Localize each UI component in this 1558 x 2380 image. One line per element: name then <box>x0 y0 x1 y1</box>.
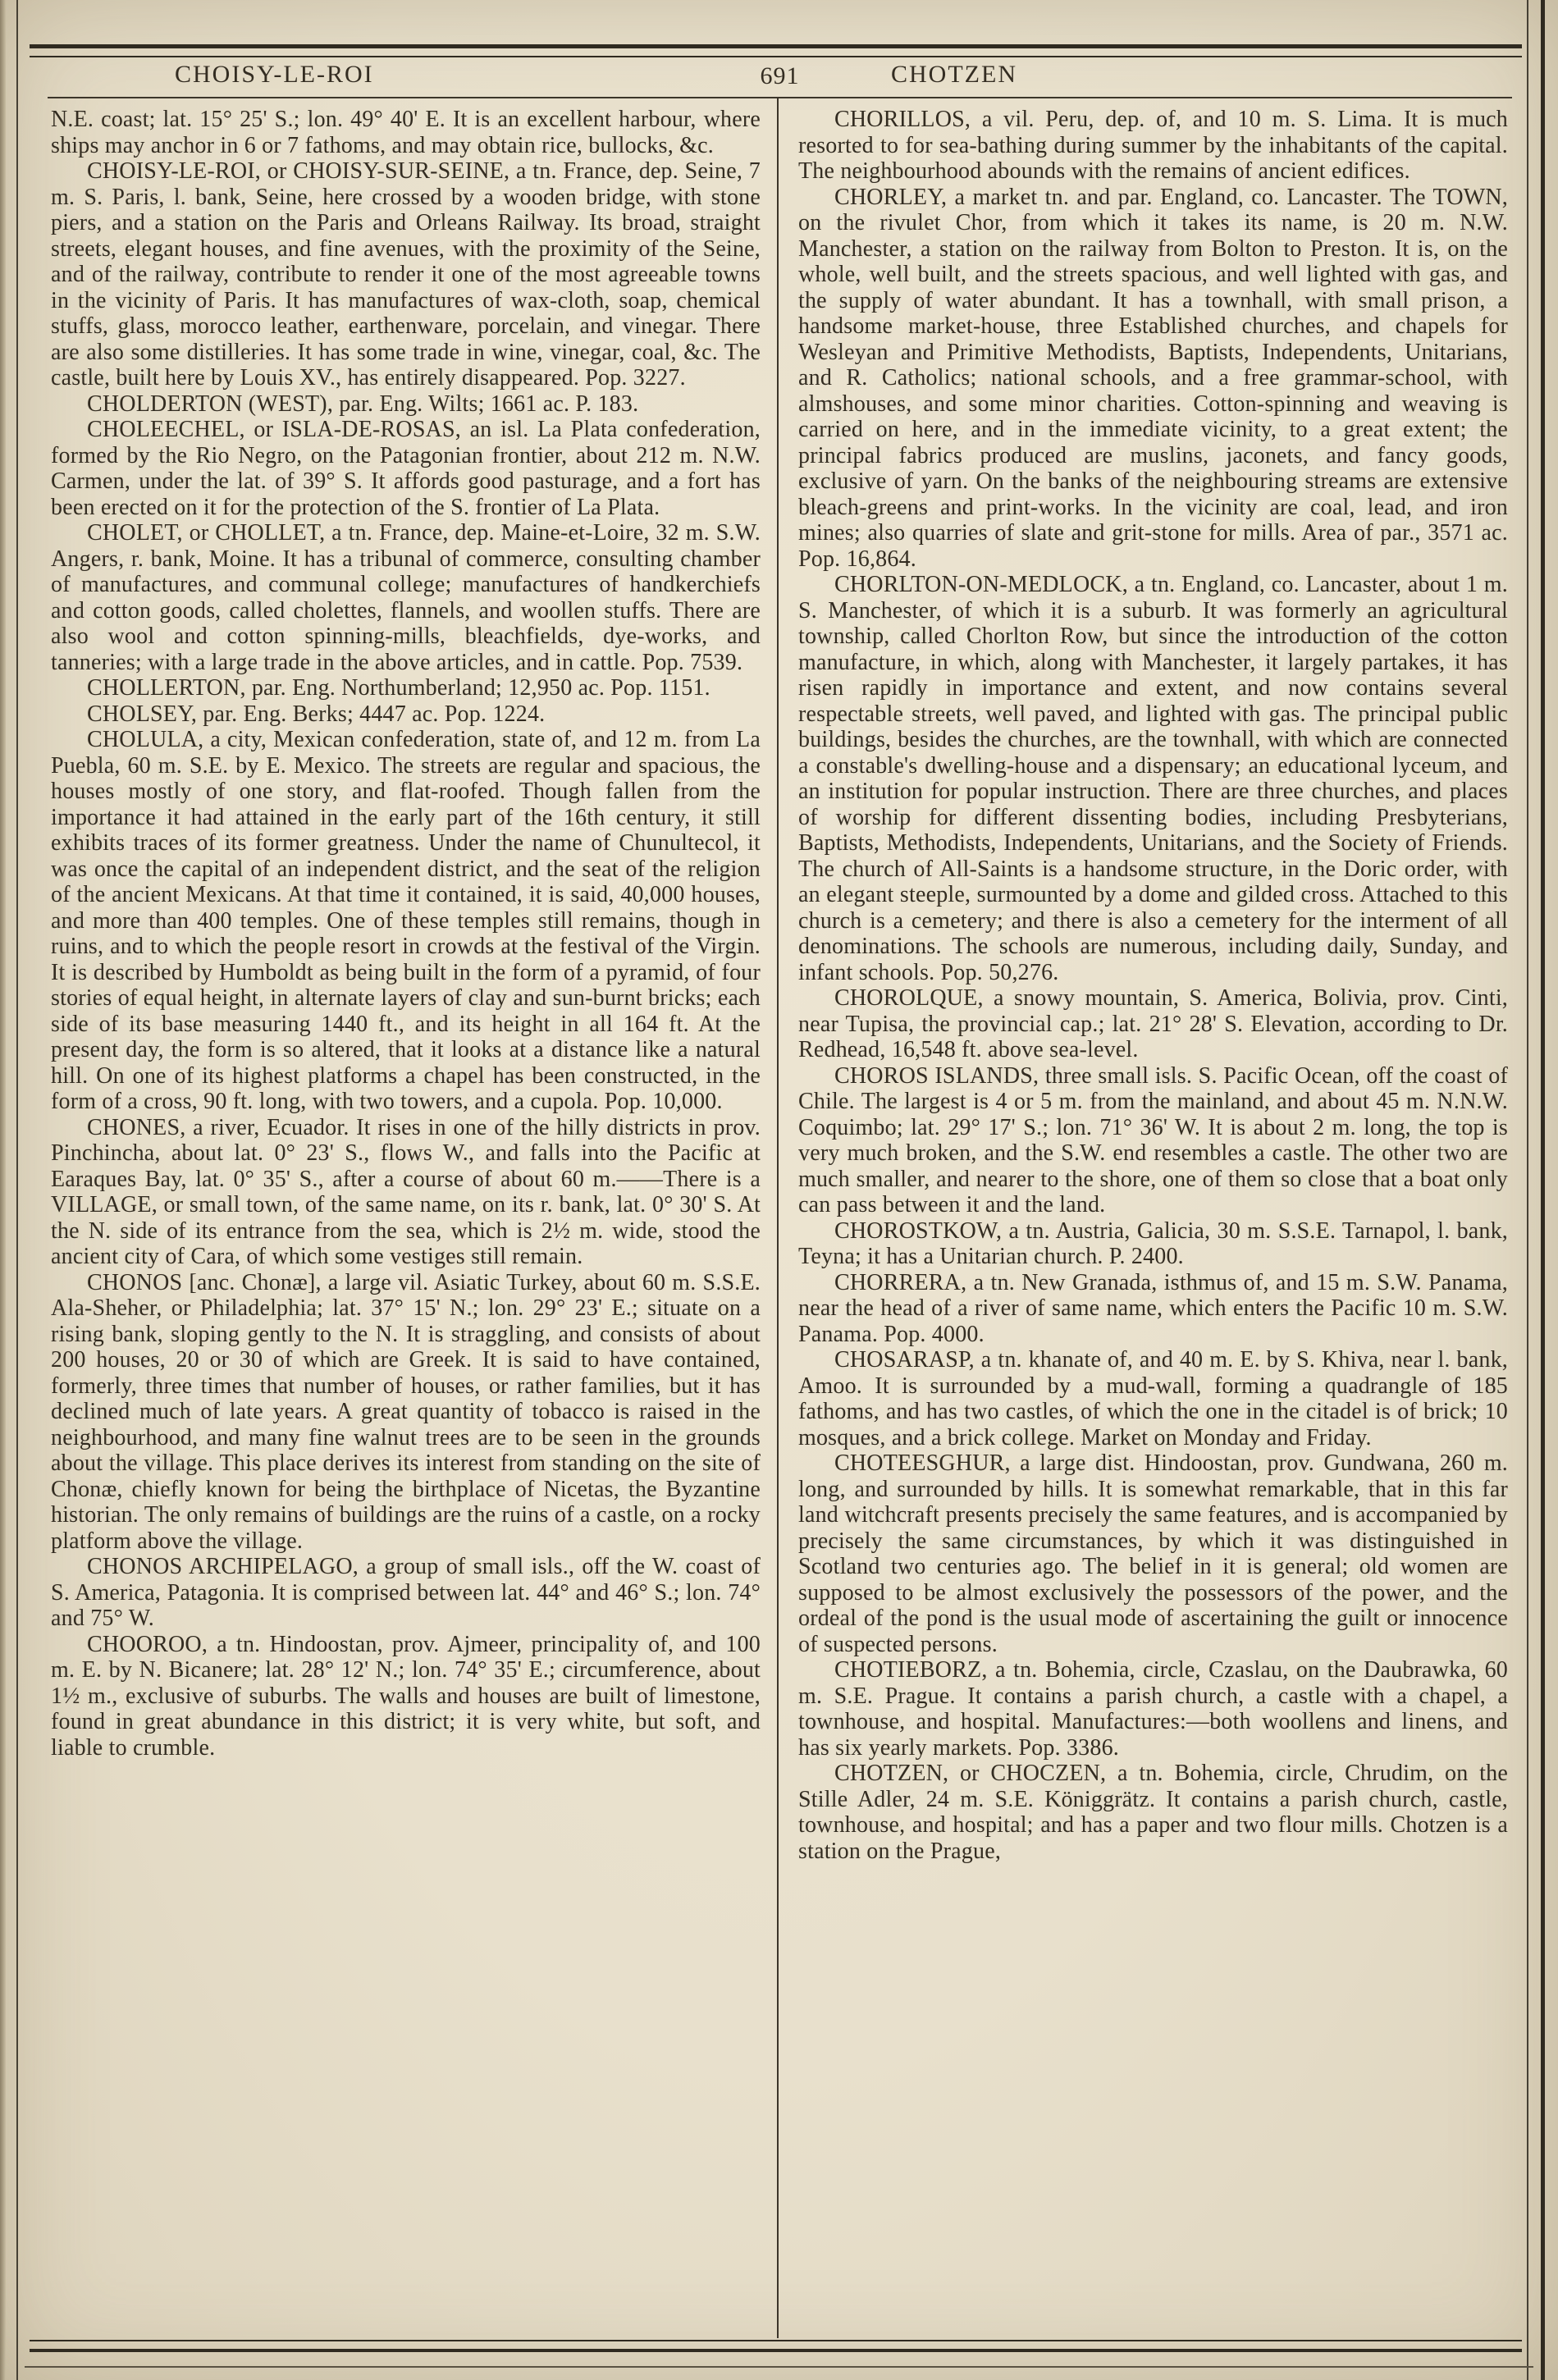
entry-paragraph: CHOLLERTON, par. Eng. Northumberland; 12,950 ac. Pop. 1151. <box>87 675 710 701</box>
entry-paragraph: CHOTZEN, or CHOCZEN, a tn. Bohemia, circle, Chrudim, on the Stille Adler, 24 m. S.E. Königgrätz. It contains a parish church, castle, townhouse, and hospital; and has a paper and two flour mills. Chotzen is a station on the Prague, <box>798 1761 1508 1864</box>
running-head-left-title: CHOISY-LE-ROI <box>175 61 374 88</box>
top-double-rule <box>30 44 1522 57</box>
entry-paragraph: CHOLDERTON (WEST), par. Eng. Wilts; 1661 ac. P. 183. <box>87 391 639 417</box>
entry-paragraph: CHOLEECHEL, or ISLA-DE-ROSAS, an isl. La Plata confederation, formed by the Rio Negro, on the Patagonian frontier, about 212 m. N.W. Carmen, under the lat. of 39° S. It affords good pasturage, and a fort has been erected on it for the protection of the S. frontier of La Plata. <box>51 417 761 520</box>
entry-paragraph: CHONOS ARCHIPELAGO, a group of small isls., off the W. coast of S. America, Patagonia. It is comprised between lat. 44° and 46° S.; lon. 74° and 75° W. <box>51 1554 761 1631</box>
scan-left-edge <box>0 0 6 2380</box>
bottom-edge-line <box>25 2366 1533 2368</box>
right-frame-line-outer <box>1541 0 1545 2380</box>
left-frame-line <box>16 0 18 2380</box>
entry-paragraph: CHORLTON-ON-MEDLOCK, a tn. England, co. Lancaster, about 1 m. S. Manchester, of which it is a suburb. It was formerly an agricultural township, called Chorlton Row, but since the introduction of the cotton manufacture, in which, along with Manchester, it largely partakes, it has risen rapidly in importance and extent, and now contains several respectable streets, well paved, and lighted with gas. The principal public buildings, besides the churches, are the townhall, with which are connected a constable's dwelling-house and a dispensary; an educational lyceum, and an institution for popular instruction. There are three churches, and places of worship for different dissenting bodies, including Presbyterians, Baptists, Methodists, Independents, Unitarians, and the Society of Friends. The church of All-Saints is a handsome structure, in the Doric order, with an elegant steeple, surmounted by a dome and gilded cross. Attached to this church is a cemetery; and there is also a cemetery for the interment of all denominations. The schools are numerous, including daily, Sunday, and infant schools. Pop. 50,276. <box>798 572 1508 985</box>
text-columns <box>51 107 1508 2335</box>
entry-paragraph: CHORRERA, a tn. New Granada, isthmus of, and 15 m. S.W. Panama, near the head of a river of same name, which enters the Pacific 10 m. S.W. Panama. Pop. 4000. <box>798 1269 1508 1347</box>
entry-paragraph: CHORLEY, a market tn. and par. England, co. Lancaster. The TOWN, on the rivulet Chor, from which it takes its name, is 20 m. N.W. Manchester, a station on the railway from Bolton to Preston. It is, on the whole, well built, and the streets spacious, and well lighted with gas, and the supply of water abundant. It has a townhall, with small prison, a handsome market-house, three Established churches, and chapels for Wesleyan and Primitive Methodists, Baptists, Independents, Unitarians, and R. Catholics; national schools, and a free grammar-school, with almshouses, and some minor charities. Cotton-spinning and weaving is carried on here, and in the immediate vicinity, to a great extent; the principal fabrics produced are muslins, jaconets, and fancy goods, exclusive of yarn. On the banks of the neighbouring streams are extensive bleach-greens and print-works. In the vicinity are coal, lead, and iron mines; also quarries of slate and grit-stone for mills. Area of par., 3571 ac. Pop. 16,864. <box>798 184 1508 572</box>
entry-paragraph: CHONOS [anc. Chonæ], a large vil. Asiatic Turkey, about 60 m. S.S.E. Ala-Sheher, or Philadelphia; lat. 37° 15' N.; lon. 29° 23' E.; situate on a rising bank, sloping gently to the N. It is straggling, and consists of about 200 houses, 20 or 30 of which are Greek. It is said to have contained, formerly, three times that number of houses, or rather families, but it has declined much of late years. A great quantity of tobacco is raised in the neighbourhood, and many fine walnut trees are to be seen in the grounds about the village. This place derives its interest from standing on the site of Chonæ, chiefly known for being the birthplace of Nicetas, the Byzantine historian. The only remains of buildings are the ruins of a castle, on a rocky platform above the village. <box>51 1269 761 1554</box>
right-frame-line-inner <box>1527 0 1528 2380</box>
entry-paragraph: CHOSARASP, a tn. khanate of, and 40 m. E. by S. Khiva, near l. bank, Amoo. It is surrounded by a mud-wall, forming a quadrangle of 185 fathoms, and has two castles, of which the one in the citadel is of brick; 10 mosques, and a brick college. Market on Monday and Friday. <box>798 1347 1508 1450</box>
entry-paragraph: CHOROS ISLANDS, three small isls. S. Pacific Ocean, off the coast of Chile. The largest is 4 or 5 m. from the mainland, and about 45 m. N.N.W. Coquimbo; lat. 29° 17' S.; lon. 71° 36' W. It is about 2 m. long, the top is very much broken, and the S.W. end resembles a castle. The other two are much smaller, and nearer to the shore, one of them so close that a boat only can pass between it and the land. <box>798 1062 1508 1217</box>
header-rule <box>48 97 1512 98</box>
entry-paragraph: CHOROLQUE, a snowy mountain, S. America, Bolivia, prov. Cinti, near Tupisa, the provincial cap.; lat. 21° 28' S. Elevation, according to Dr. Redhead, 16,548 ft. above sea-level. <box>798 985 1508 1062</box>
bottom-double-rule <box>30 2340 1522 2352</box>
entry-paragraph: CHOLULA, a city, Mexican confederation, state of, and 12 m. from La Puebla, 60 m. S.E. by E. Mexico. The streets are regular and spacious, the houses mostly of one story, and flat-roofed. Though fallen from the importance it had attained in the early part of the 16th century, it still exhibits traces of its former greatness. Under the name of Chunultecol, it was once the capital of an independent district, and the seat of the religion of the ancient Mexicans. At that time it contained, it is said, 40,000 houses, and more than 400 temples. One of these temples still remains, though in ruins, and to which the people resort in crowds at the festival of the Virgin. It is described by Humboldt as being built in the form of a pyramid, of four stories of equal height, in alternate layers of clay and sun-burnt bricks; each side of its base measuring 1440 ft., and its height in all 164 ft. At the present day, the form is so altered, that it looks at a distance like a natural hill. On one of its highest platforms a chapel has been constructed, in the form of a cross, 90 ft. long, with two towers, and a cupola. Pop. 10,000. <box>51 727 761 1114</box>
entry-paragraph: CHOISY-LE-ROI, or CHOISY-SUR-SEINE, a tn. France, dep. Seine, 7 m. S. Paris, l. bank, Seine, here crossed by a wooden bridge, with stone piers, and a station on the Paris and Orleans Railway. Its broad, straight streets, elegant houses, and fine avenues, with the proximity of the Seine, and of the railway, contribute to render it one of the most agreeable towns in the vicinity of Paris. It has manufactures of wax-cloth, soap, chemical stuffs, glass, morocco leather, earthenware, porcelain, and vinegar. There are also some distilleries. It has some trade in wine, vinegar, coal, &c. The castle, built here by Louis XV., has entirely disappeared. Pop. 3227. <box>51 158 761 391</box>
column-right <box>798 107 1508 2335</box>
entry-paragraph: CHOROSTKOW, a tn. Austria, Galicia, 30 m. S.S.E. Tarnapol, l. bank, Teyna; it has a Unitarian church. P. 2400. <box>798 1217 1508 1269</box>
page-number: 691 <box>760 62 800 89</box>
entry-paragraph: CHOTIEBORZ, a tn. Bohemia, circle, Czaslau, on the Daubrawka, 60 m. S.E. Prague. It contains a parish church, a castle with a chapel, a townhouse, and hospital. Manufactures:—both woollens and linens, and has six yearly markets. Pop. 3386. <box>798 1657 1508 1761</box>
running-head <box>48 61 1512 94</box>
entry-paragraph: CHOOROO, a tn. Hindoostan, prov. Ajmeer, principality of, and 100 m. E. by N. Bicanere; lat. 28° 12' N.; lon. 74° 35' E.; circumference, about 1½ m., exclusive of suburbs. The walls and houses are built of limestone, found in great abundance in this district; it is very white, but soft, and liable to crumble. <box>51 1631 761 1761</box>
column-left <box>51 107 761 2335</box>
entry-paragraph: N.E. coast; lat. 15° 25' S.; lon. 49° 40' E. It is an excellent harbour, where ships may anchor in 6 or 7 fathoms, and may obtain rice, bullocks, &c. <box>51 107 761 158</box>
entry-paragraph: CHOLSEY, par. Eng. Berks; 4447 ac. Pop. 1224. <box>87 701 546 727</box>
entry-paragraph: CHONES, a river, Ecuador. It rises in one of the hilly districts in prov. Pinchincha, about lat. 0° 23' S., flows W., and falls into the Pacific at Earaques Bay, lat. 0° 35' S., after a course of about 60 m.——There is a VILLAGE, or small town, of the same name, on its r. bank, lat. 0° 30' S. At the N. side of its entrance from the sea, which is 2½ m. wide, stood the ancient city of Cara, of which some vestiges still remain. <box>51 1114 761 1269</box>
entry-paragraph: CHORILLOS, a vil. Peru, dep. of, and 10 m. S. Lima. It is much resorted to for sea-bathing during summer by the inhabitants of the capital. The neighbourhood abounds with the remains of ancient edifices. <box>798 107 1508 184</box>
entry-paragraph: CHOTEESGHUR, a large dist. Hindoostan, prov. Gundwana, 260 m. long, and surrounded by hills. It is somewhat remarkable, that in this far land witchcraft presents precisely the same features, and is accompanied by precisely the same circumstances, by which it was distinguished in Scotland two centuries ago. The belief in it is general; old women are supposed to be almost exclusively the possessors of the power, and the ordeal of the pond is the usual mode of ascertaining the guilt or innocence of suspected persons. <box>798 1450 1508 1657</box>
running-head-right-title: CHOTZEN <box>891 61 1017 88</box>
entry-paragraph: CHOLET, or CHOLLET, a tn. France, dep. Maine-et-Loire, 32 m. S.W. Angers, r. bank, Moine. It has a tribunal of commerce, consulting chamber of manufactures, and communal college; manufactures of handkerchiefs and cotton goods, called cholettes, flannels, and woollen stuffs. There are also wool and cotton spinning-mills, bleachfields, dye-works, and tanneries; with a large trade in the above articles, and in cattle. Pop. 7539. <box>51 520 761 675</box>
